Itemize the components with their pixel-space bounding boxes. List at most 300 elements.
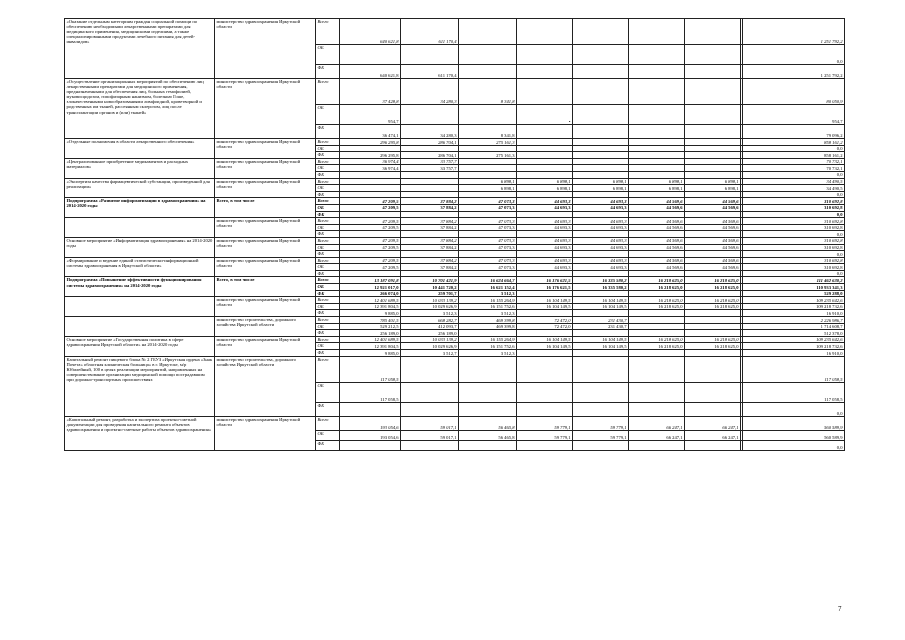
amount-cell-y2019: [629, 145, 685, 152]
amount-cell-total: 954,7: [743, 105, 845, 125]
amount-cell-y2014: 12 391 804,5: [340, 343, 401, 350]
amount-cell-total: 310 692,8: [743, 237, 845, 244]
funding-source-cell: ФБ: [316, 211, 340, 218]
table-row: [65, 416, 845, 430]
amount-cell-y2019: 16 218 625,0: [629, 303, 685, 310]
executor-cell: министерство здравоохранения Иркутской области: [215, 218, 316, 238]
amount-cell-y2020: [685, 317, 741, 324]
amount-cell-y2014: 12 921 017,0: [340, 284, 401, 291]
amount-cell-y2016: [459, 171, 517, 178]
amount-cell-y2014: 12 391 804,5: [340, 303, 401, 310]
amount-cell-y2019: 44 569,6: [629, 244, 685, 251]
amount-cell-y2017: 44 693,3: [517, 204, 573, 211]
amount-cell-y2016: [459, 231, 517, 238]
amount-cell-y2015: 37 884,2: [401, 224, 459, 231]
amount-cell-y2018: [573, 440, 629, 450]
measure-name-cell: «Отдельные полномочия в области лекарственного обеспечения»: [65, 139, 215, 159]
funding-source-cell: ОБ: [316, 303, 340, 310]
amount-cell-y2017: [517, 152, 573, 159]
amount-cell-total: 0,0: [743, 231, 845, 238]
measure-name-cell: Подпрограмма «Развитие информатизации в здравоохранении» на 2014-2020 годы: [65, 198, 215, 218]
amount-cell-y2018: 231 430,7: [573, 317, 629, 324]
amount-cell-y2020: [685, 350, 741, 357]
amount-cell-y2019: [629, 440, 685, 450]
amount-cell-y2014: [340, 211, 401, 218]
amount-cell-y2017: [517, 270, 573, 277]
amount-cell-y2018: 16 104 149,5: [573, 343, 629, 350]
amount-cell-y2019: [629, 382, 685, 402]
amount-cell-y2017: [517, 139, 573, 146]
funding-source-cell: Всего: [316, 356, 340, 382]
amount-cell-y2018: [573, 65, 629, 79]
amount-cell-total: 0,0: [743, 251, 845, 258]
amount-cell-y2017: 44 693,3: [517, 244, 573, 251]
funding-source-cell: ФБ: [316, 231, 340, 238]
amount-cell-y2014: 640 621,8: [340, 65, 401, 79]
amount-cell-y2018: 16 104 149,5: [573, 336, 629, 343]
amount-cell-y2014: 117 058,5: [340, 356, 401, 382]
executor-cell: министерство здравоохранения Иркутской области: [215, 19, 316, 79]
amount-cell-total: 560 589,9: [743, 416, 845, 430]
funding-source-cell: Всего: [316, 79, 340, 105]
amount-cell-y2014: 47 209,5: [340, 264, 401, 271]
amount-cell-y2014: 37 428,8: [340, 79, 401, 105]
amount-cell-y2019: [629, 65, 685, 79]
measure-name-cell: [65, 218, 215, 238]
amount-cell-total: 79 096,2: [743, 125, 845, 139]
amount-cell-y2016: [459, 105, 517, 125]
amount-cell-y2014: [340, 191, 401, 198]
amount-cell-y2016: 469 399,8: [459, 323, 517, 330]
amount-cell-y2017: 6 898,1: [517, 178, 573, 185]
amount-cell-y2016: 6 898,1: [459, 178, 517, 185]
amount-cell-y2018: [573, 382, 629, 402]
amount-cell-y2019: 44 569,6: [629, 257, 685, 264]
amount-cell-y2020: [685, 270, 741, 277]
amount-cell-y2017: [517, 290, 573, 297]
amount-cell-y2017: 16 176 621,5: [517, 277, 573, 284]
amount-cell-y2018: [573, 165, 629, 172]
amount-cell-y2016: 47 073,3: [459, 264, 517, 271]
amount-cell-y2017: •: [517, 105, 573, 125]
table-row: [65, 336, 845, 343]
amount-cell-y2020: 66 247,1: [685, 430, 741, 440]
table-row: [65, 139, 845, 146]
table-row: [65, 277, 845, 284]
amount-cell-y2015: [401, 356, 459, 382]
amount-cell-y2018: [573, 152, 629, 159]
table-row: [65, 19, 845, 45]
table-row: [65, 79, 845, 105]
amount-cell-y2015: 37 884,2: [401, 218, 459, 225]
amount-cell-y2015: [401, 191, 459, 198]
amount-cell-total: 111 462 630,2: [743, 277, 845, 284]
amount-cell-y2016: 275 161,3: [459, 139, 517, 146]
funding-source-cell: Всего: [316, 336, 340, 343]
amount-cell-y2017: [517, 45, 573, 65]
amount-cell-y2019: [629, 356, 685, 382]
amount-cell-y2017: [517, 356, 573, 382]
amount-cell-y2018: [573, 79, 629, 105]
amount-cell-y2018: [573, 19, 629, 45]
amount-cell-total: 858 161,2: [743, 152, 845, 159]
amount-cell-y2020: [685, 251, 741, 258]
amount-cell-y2020: [685, 330, 741, 337]
amount-cell-y2016: 16 621 152,4: [459, 284, 517, 291]
funding-source-cell: ОБ: [316, 45, 340, 65]
amount-cell-y2019: [629, 317, 685, 324]
amount-cell-y2014: 13 187 091,8: [340, 277, 401, 284]
amount-cell-total: 0,0: [743, 145, 845, 152]
amount-cell-y2019: [629, 45, 685, 65]
amount-cell-y2019: [629, 231, 685, 238]
funding-source-cell: ОБ: [316, 343, 340, 350]
amount-cell-total: 529 288,0: [743, 290, 845, 297]
amount-cell-y2018: 6 898,1: [573, 178, 629, 185]
amount-cell-y2017: [517, 165, 573, 172]
amount-cell-total: 310 692,8: [743, 224, 845, 231]
amount-cell-y2020: 16 218 625,0: [685, 343, 741, 350]
amount-cell-total: 560 589,9: [743, 430, 845, 440]
amount-cell-y2018: 44 693,3: [573, 218, 629, 225]
amount-cell-y2015: 611 170,4: [401, 65, 459, 79]
amount-cell-y2015: 37 884,2: [401, 257, 459, 264]
amount-cell-y2020: [685, 382, 741, 402]
amount-cell-y2016: 275 161,3: [459, 152, 517, 159]
amount-cell-total: 310 692,8: [743, 264, 845, 271]
amount-cell-y2020: [685, 125, 741, 139]
amount-cell-total: 34 490,5: [743, 185, 845, 192]
amount-cell-total: 109 235 642,6: [743, 336, 845, 343]
amount-cell-y2015: [401, 231, 459, 238]
measure-name-cell: «Экспертиза качества фармацевтической субстанции, произведенной для реализации»: [65, 178, 215, 198]
amount-cell-y2019: [629, 165, 685, 172]
amount-cell-total: 1 251 792,2: [743, 65, 845, 79]
amount-cell-y2014: 12 401 689,5: [340, 297, 401, 304]
amount-cell-y2014: 36 974,4: [340, 165, 401, 172]
amount-cell-total: 0,0: [743, 191, 845, 198]
funding-source-cell: ФБ: [316, 330, 340, 337]
amount-cell-y2019: [629, 79, 685, 105]
amount-cell-y2016: [459, 191, 517, 198]
amount-cell-total: 110 933 341,3: [743, 284, 845, 291]
amount-cell-y2015: [401, 251, 459, 258]
page-number: 7: [838, 605, 842, 613]
amount-cell-y2020: [685, 402, 741, 416]
funding-source-cell: Всего: [316, 416, 340, 430]
amount-cell-y2015: 59 017,1: [401, 430, 459, 440]
funding-source-cell: Всего: [316, 218, 340, 225]
amount-cell-y2015: 10 033 139,2: [401, 336, 459, 343]
amount-cell-y2015: 37 884,2: [401, 204, 459, 211]
amount-cell-y2014: 47 209,5: [340, 218, 401, 225]
amount-cell-total: 117 058,5: [743, 382, 845, 402]
funding-source-cell: Всего: [316, 257, 340, 264]
table-row: [65, 317, 845, 324]
amount-cell-y2020: [685, 290, 741, 297]
amount-cell-y2019: 44 569,6: [629, 204, 685, 211]
funding-source-cell: Всего: [316, 297, 340, 304]
amount-cell-y2016: 3 512,3: [459, 290, 517, 297]
amount-cell-y2019: 6 898,1: [629, 185, 685, 192]
funding-source-cell: ОБ: [316, 244, 340, 251]
amount-cell-y2019: [629, 350, 685, 357]
amount-cell-y2017: [517, 350, 573, 357]
amount-cell-y2015: 668 282,7: [401, 317, 459, 324]
amount-cell-y2020: 44 569,6: [685, 198, 741, 205]
amount-cell-total: 0,0: [743, 402, 845, 416]
amount-cell-y2018: 16 104 149,5: [573, 297, 629, 304]
amount-cell-y2016: 47 073,3: [459, 218, 517, 225]
amount-cell-total: 1 714 608,7: [743, 323, 845, 330]
amount-cell-y2019: 16 218 625,0: [629, 343, 685, 350]
amount-cell-y2020: [685, 105, 741, 125]
funding-source-cell: Всего: [316, 317, 340, 324]
amount-cell-y2014: 296 295,8: [340, 139, 401, 146]
amount-cell-y2020: 16 218 625,0: [685, 297, 741, 304]
table-row: [65, 356, 845, 382]
amount-cell-y2016: [459, 158, 517, 165]
amount-cell-y2015: 10 701 421,9: [401, 277, 459, 284]
amount-cell-y2016: 3 512,3: [459, 350, 517, 357]
amount-cell-y2015: 33 757,7: [401, 165, 459, 172]
measure-name-cell: Капитальный ремонт пищевого блока № 2 ГБУЗ «Иркутская ордена «Знак Почета» областная клиническая больница» в г. Иркутске, м/р Юбилейный, 100 в целях реализации мероприятий, направленных на совершенствование организации медицинской помощи пострадавшим при дорожно-транспортных происшествиях: [65, 356, 215, 416]
funding-source-cell: ОБ: [316, 323, 340, 330]
amount-cell-total: 310 692,8: [743, 257, 845, 264]
amount-cell-y2014: 296 295,8: [340, 152, 401, 159]
amount-cell-y2016: [459, 145, 517, 152]
amount-cell-y2016: 47 073,3: [459, 198, 517, 205]
amount-cell-y2017: 59 779,1: [517, 430, 573, 440]
amount-cell-y2015: 34 280,3: [401, 125, 459, 139]
amount-cell-y2016: [459, 65, 517, 79]
amount-cell-y2014: [340, 231, 401, 238]
amount-cell-y2019: [629, 105, 685, 125]
funding-source-cell: ОБ: [316, 382, 340, 402]
amount-cell-y2016: 47 073,3: [459, 224, 517, 231]
funding-source-cell: ОБ: [316, 105, 340, 125]
amount-cell-y2019: [629, 125, 685, 139]
amount-cell-y2019: [629, 139, 685, 146]
executor-cell: министерство здравоохранения Иркутской области: [215, 257, 316, 277]
executor-cell: Всего, в том числе: [215, 277, 316, 297]
amount-cell-y2017: [517, 145, 573, 152]
amount-cell-y2016: 47 073,3: [459, 204, 517, 211]
amount-cell-y2017: [517, 191, 573, 198]
amount-cell-y2020: [685, 323, 741, 330]
amount-cell-y2019: 66 247,1: [629, 430, 685, 440]
funding-source-cell: ФБ: [316, 191, 340, 198]
executor-cell: министерство здравоохранения Иркутской области: [215, 416, 316, 450]
amount-cell-total: 16 910,0: [743, 310, 845, 317]
amount-cell-y2019: [629, 158, 685, 165]
amount-cell-y2016: 6 898,1: [459, 185, 517, 192]
funding-source-cell: ФБ: [316, 270, 340, 277]
amount-cell-y2015: 10 029 626,9: [401, 343, 459, 350]
measure-name-cell: [65, 297, 215, 317]
executor-cell: министерство здравоохранения Иркутской области: [215, 297, 316, 317]
amount-cell-y2016: 16 624 664,7: [459, 277, 517, 284]
amount-cell-y2015: [401, 270, 459, 277]
amount-cell-y2014: 36 474,1: [340, 125, 401, 139]
amount-cell-y2015: 256 189,0: [401, 330, 459, 337]
amount-cell-y2019: [629, 251, 685, 258]
amount-cell-y2019: 44 569,6: [629, 198, 685, 205]
amount-cell-y2018: [573, 145, 629, 152]
amount-cell-y2014: [340, 402, 401, 416]
executor-cell: министерство строительства, дорожного хозяйства Иркутской области: [215, 317, 316, 337]
amount-cell-y2019: 16 218 625,0: [629, 277, 685, 284]
measure-name-cell: Основное мероприятие «Государственная политика в сфере здравоохранения Иркутской области» на 2014-2020 годы: [65, 336, 215, 356]
amount-cell-y2014: 256 189,0: [340, 330, 401, 337]
amount-cell-y2016: [459, 251, 517, 258]
amount-cell-y2016: 56 465,8: [459, 430, 517, 440]
amount-cell-y2016: [459, 356, 517, 382]
amount-cell-y2018: 6 898,1: [573, 185, 629, 192]
amount-cell-y2016: [459, 382, 517, 402]
table-row: [65, 198, 845, 205]
amount-cell-y2020: [685, 79, 741, 105]
amount-cell-y2020: [685, 158, 741, 165]
amount-cell-y2020: 44 569,6: [685, 264, 741, 271]
amount-cell-y2015: [401, 178, 459, 185]
funding-source-cell: ОБ: [316, 204, 340, 211]
amount-cell-y2019: 44 569,6: [629, 218, 685, 225]
amount-cell-y2016: 16 151 752,6: [459, 343, 517, 350]
amount-cell-y2015: 286 704,1: [401, 139, 459, 146]
amount-cell-y2018: 231 430,7: [573, 323, 629, 330]
amount-cell-y2015: 259 701,7: [401, 290, 459, 297]
amount-cell-y2016: 3 512,3: [459, 310, 517, 317]
amount-cell-y2018: 59 779,1: [573, 416, 629, 430]
amount-cell-y2020: [685, 45, 741, 65]
amount-cell-total: 117 058,5: [743, 356, 845, 382]
amount-cell-y2020: [685, 145, 741, 152]
amount-cell-total: 0,0: [743, 45, 845, 65]
amount-cell-y2017: [517, 125, 573, 139]
amount-cell-y2014: 12 401 689,5: [340, 336, 401, 343]
amount-cell-y2017: [517, 330, 573, 337]
amount-cell-y2019: 44 569,6: [629, 237, 685, 244]
amount-cell-y2018: [573, 105, 629, 125]
amount-cell-y2015: 10 033 139,2: [401, 297, 459, 304]
amount-cell-y2016: [459, 19, 517, 45]
funding-source-cell: ОБ: [316, 185, 340, 192]
amount-cell-y2017: [517, 19, 573, 45]
amount-cell-y2018: [573, 139, 629, 146]
amount-cell-y2017: [517, 402, 573, 416]
funding-source-cell: ОБ: [316, 165, 340, 172]
amount-cell-y2015: [401, 382, 459, 402]
amount-cell-y2016: [459, 165, 517, 172]
measure-name-cell: Подпрограмма «Повышение эффективности функционирования системы здравоохранения» на 2014-2020 годы: [65, 277, 215, 297]
amount-cell-y2015: 3 512,7: [401, 350, 459, 357]
funding-source-cell: Всего: [316, 237, 340, 244]
amount-cell-total: 0,0: [743, 211, 845, 218]
amount-cell-y2015: [401, 171, 459, 178]
amount-cell-y2019: 44 569,6: [629, 264, 685, 271]
amount-cell-total: 310 692,8: [743, 204, 845, 211]
amount-cell-y2017: 44 693,3: [517, 224, 573, 231]
measure-name-cell: «Осуществление организационных мероприятий по обеспечению лиц лекарственными препаратами для медицинского применения, предназначенными для обеспечения лиц, больных гемофилией, муковисцидозом, гипофизарным нанизмом, болезнью Гоше, злокачественными новообразованиями лимфоидной, кроветворной и родственных им тканей, рассеянным склерозом, лиц после трансплантации органов и (или) тканей»: [65, 79, 215, 139]
amount-cell-y2020: 44 569,6: [685, 218, 741, 225]
executor-cell: министерство здравоохранения Иркутской области: [215, 336, 316, 356]
amount-cell-y2016: 47 073,3: [459, 237, 517, 244]
amount-cell-y2015: 412 093,7: [401, 323, 459, 330]
amount-cell-y2018: 16 335 580,2: [573, 284, 629, 291]
amount-cell-total: 1 251 792,2: [743, 19, 845, 45]
amount-cell-total: 858 161,2: [743, 139, 845, 146]
amount-cell-y2015: [401, 105, 459, 125]
amount-cell-y2017: 16 104 149,5: [517, 297, 573, 304]
amount-cell-y2015: 286 704,1: [401, 152, 459, 159]
amount-cell-y2016: 8 341,8: [459, 125, 517, 139]
amount-cell-y2014: [340, 251, 401, 258]
amount-cell-y2014: 47 209,5: [340, 204, 401, 211]
amount-cell-y2014: [340, 145, 401, 152]
amount-cell-y2019: [629, 290, 685, 297]
funding-source-cell: ФБ: [316, 125, 340, 139]
amount-cell-y2019: [629, 323, 685, 330]
amount-cell-y2020: 16 218 625,0: [685, 336, 741, 343]
amount-cell-total: 16 910,0: [743, 350, 845, 357]
measure-name-cell: «Капитальный ремонт, разработка и экспертиза проектно-сметной документации для проведения капитального ремонта объектов здравоохранения и проектно-сметные работы объектов здравоохранения»: [65, 416, 215, 450]
amount-cell-total: 109 218 732,6: [743, 343, 845, 350]
amount-cell-y2020: [685, 152, 741, 159]
amount-cell-y2017: 44 693,3: [517, 198, 573, 205]
amount-cell-y2017: 44 693,3: [517, 257, 573, 264]
amount-cell-y2018: 44 693,3: [573, 244, 629, 251]
amount-cell-y2017: [517, 65, 573, 79]
funding-source-cell: Всего: [316, 277, 340, 284]
amount-cell-y2018: [573, 330, 629, 337]
amount-cell-y2016: 8 341,8: [459, 79, 517, 105]
funding-source-cell: ОБ: [316, 430, 340, 440]
amount-cell-y2020: [685, 171, 741, 178]
measure-name-cell: «Оказание отдельным категориям граждан социальной помощи по обеспечению необходимыми лекарственными препаратами для медицинского применения, медицинскими изделиями, а также специализированными продуктами лечебного питания для детей-инвалидов»: [65, 19, 215, 79]
amount-cell-y2017: [517, 382, 573, 402]
amount-cell-y2015: 37 884,2: [401, 198, 459, 205]
amount-cell-y2015: [401, 145, 459, 152]
amount-cell-y2018: 44 693,3: [573, 224, 629, 231]
amount-cell-y2017: 44 693,3: [517, 218, 573, 225]
amount-cell-y2020: 44 569,6: [685, 257, 741, 264]
amount-cell-y2014: 47 209,5: [340, 244, 401, 251]
funding-source-cell: ФБ: [316, 310, 340, 317]
amount-cell-y2018: [573, 251, 629, 258]
amount-cell-y2017: [517, 79, 573, 105]
amount-cell-y2015: [401, 211, 459, 218]
amount-cell-total: 0,0: [743, 440, 845, 450]
amount-cell-y2020: 6 898,1: [685, 185, 741, 192]
amount-cell-y2018: [573, 270, 629, 277]
amount-cell-y2020: [685, 139, 741, 146]
amount-cell-y2016: 16 155 264,9: [459, 336, 517, 343]
amount-cell-y2014: [340, 270, 401, 277]
amount-cell-y2015: [401, 185, 459, 192]
amount-cell-y2016: 16 155 264,9: [459, 297, 517, 304]
amount-cell-y2014: 47 209,5: [340, 257, 401, 264]
amount-cell-y2015: 10 029 626,9: [401, 303, 459, 310]
amount-cell-y2017: [517, 171, 573, 178]
amount-cell-y2017: 72 472,0: [517, 323, 573, 330]
amount-cell-total: 109 235 642,6: [743, 297, 845, 304]
amount-cell-y2020: [685, 19, 741, 45]
executor-cell: министерство здравоохранения Иркутской области: [215, 178, 316, 198]
amount-cell-y2016: [459, 330, 517, 337]
funding-source-cell: ОБ: [316, 145, 340, 152]
amount-cell-y2016: [459, 270, 517, 277]
